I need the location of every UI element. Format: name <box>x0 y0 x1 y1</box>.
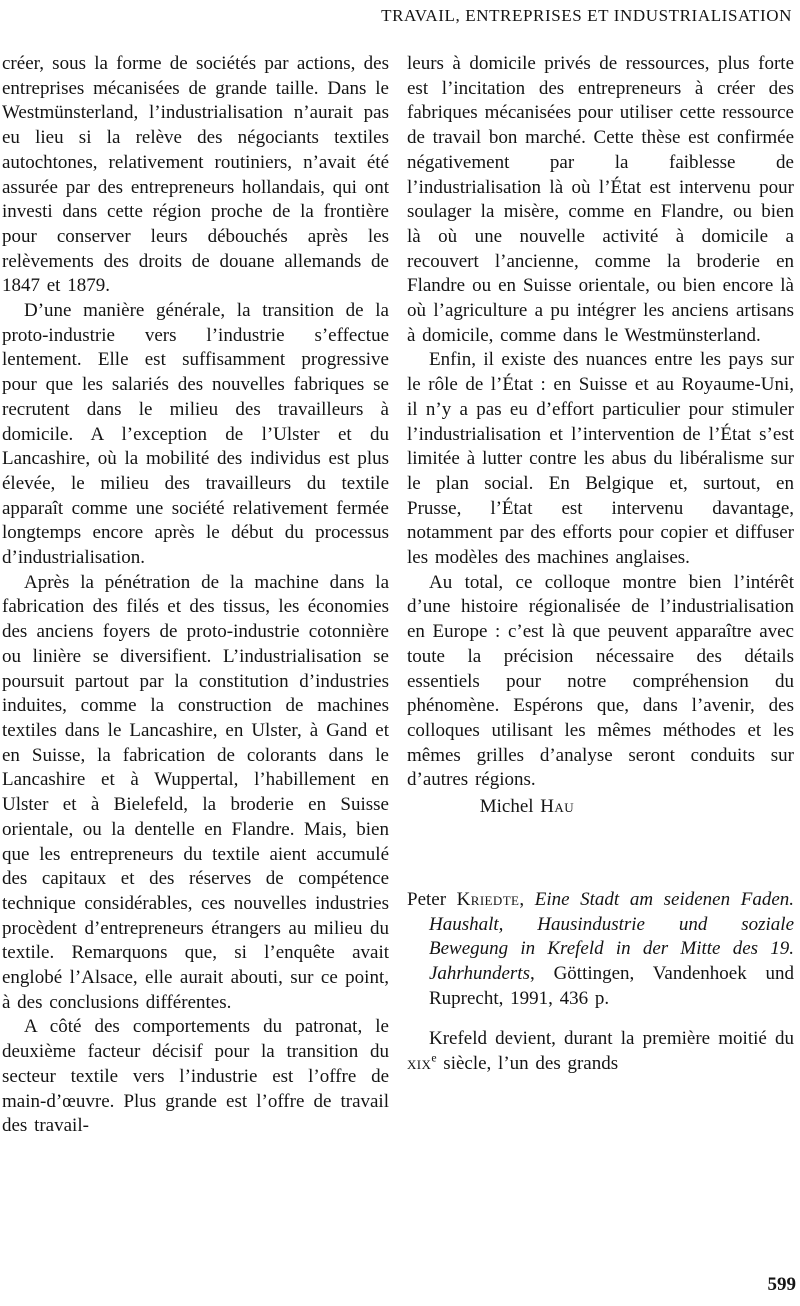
book-review-citation <box>407 888 794 1012</box>
paragraph: A côté des comportements du patronat, le deuxième facteur décisif pour la transition du secteur textile vers l’industrie est l’offre de main-d’œuvre. Plus grande est l’offre de travail des travail- <box>2 1016 389 1137</box>
review-publication-details: Göttingen, Vandenhoek und Ruprecht, 1991, 436 p. <box>429 962 795 1009</box>
paragraph: Enfin, il existe des nuances entre les pays sur le rôle de l’État : en Suisse et au Royaume-Uni, il n’y a pas eu d’effort particulier pour stimuler l’industrialisation et l’intervention de l’État s’est limitée à lutter contre les abus du libéralisme sur le plan social. En Belgique et, surtout, en Prusse, l’État est intervenu davantage, notamment par des efforts pour copier et diffuser les modèles des machines anglaises. <box>407 349 794 569</box>
paragraph-continuation: leurs à domicile privés de ressources, plus forte est l’incitation des entrepreneurs à créer des fabriques mécanisées pour utiliser cette ressource de travail bon marché. Cette thèse est confirmée négativement par la faiblesse de l’industrialisation là où l’État est intervenu pour soulager la misère, comme en Flandre, ou bien là où une nouvelle activité à domicile a recouvert l’ancienne, comme la broderie en Flandre ou en Suisse orientale, ou bien encore là où l’agriculture a pu intégrer les anciens artisans à domicile, comme dans le Westmünsterland. <box>407 53 794 346</box>
century-superscript: e <box>431 1051 437 1065</box>
text-columns <box>2 52 794 1139</box>
paragraph: D’une manière générale, la transition de la proto-industrie vers l’industrie s’effectue lentement. Elle est suffisamment progressive pour que les salariés des nouvelles fabriques se recrutent dans le milieu des travailleurs à domicile. A l’exception de l’Ulster et du Lancashire, où la mobilité des individus est plus élevée, le milieu des travailleurs du textile apparaît comme une société relativement fermée longtemps encore après le début du processus d’industrialisation. <box>2 300 389 569</box>
review-author-surname: Kriedte <box>456 888 520 910</box>
right-column <box>407 52 794 1139</box>
signature-first-name: Michel <box>479 796 541 818</box>
paragraph: Au total, ce colloque montre bien l’intérêt d’une histoire régionalisée de l’industrialisation en Europe : c’est là que peuvent apparaître avec toute la précision nécessaire des détails essentiels pour notre compréhension du phénomène. Espérons que, dans l’avenir, des colloques utilisant les mêmes méthodes et les mêmes grilles d’analyse seront conduits sur d’autres régions. <box>407 571 794 791</box>
running-head-title: TRAVAIL, ENTREPRISES ET INDUSTRIALISATION <box>381 6 792 25</box>
paragraph: Après la pénétration de la machine dans la fabrication des filés et des tissus, les économies des anciens foyers de proto-industrie cotonnière ou linière se diversifient. L’industrialisation se poursuit partout par la constitution d’industries induites, comme la construction de machines textiles dans le Lancashire, en Ulster, à Gand et en Suisse, la fabrication de colorants dans le Lancashire et à Wuppertal, l’habillement en Ulster et à Bielefeld, la broderie en Suisse orientale, ou la dentelle en Flandre. Mais, bien que les entrepreneurs du textile aient accumulé des capitaux et des réserves de compétence technique considérables, ces nouvelles industries procèdent d’entrepreneurs étrangers au milieu du textile. Remarquons que, si l’enquête avait englobé l’Alsace, elle aurait abouti, sur ce point, à des conclusions différentes. <box>2 571 389 1013</box>
page-number: 599 <box>767 1274 796 1295</box>
paragraph-continuation: créer, sous la forme de sociétés par actions, des entreprises mécanisées de grande taille. Dans le Westmünsterland, l’industrialisation n’aurait pas eu lieu si la relève des négociants textiles autochtones, relativement routiniers, n’avait été assurée par des entrepreneurs hollandais, qui ont investi dans cette région proche de la frontière pour conserver leurs débouchés après les relèvements des droits de douane allemands de 1847 et 1879. <box>2 53 389 297</box>
review-separator: , <box>529 962 554 984</box>
author-signature <box>407 795 794 820</box>
review-book-title: Eine Stadt am seidenen Faden. Haushalt, Hausindustrie und soziale Bewegung in Krefeld in der Mitte des 19. Jahrhunderts <box>429 888 794 984</box>
closing-text-end: siècle, l’un des grands <box>436 1053 619 1075</box>
closing-paragraph <box>407 1027 794 1076</box>
closing-text-start: Krefeld devient, durant la première moitié du <box>429 1028 794 1050</box>
review-separator: , <box>519 888 535 910</box>
century-numeral: xix <box>407 1053 432 1075</box>
review-author-first: Peter <box>407 888 457 910</box>
left-column <box>2 52 389 1139</box>
signature-surname: Hau <box>540 796 574 818</box>
